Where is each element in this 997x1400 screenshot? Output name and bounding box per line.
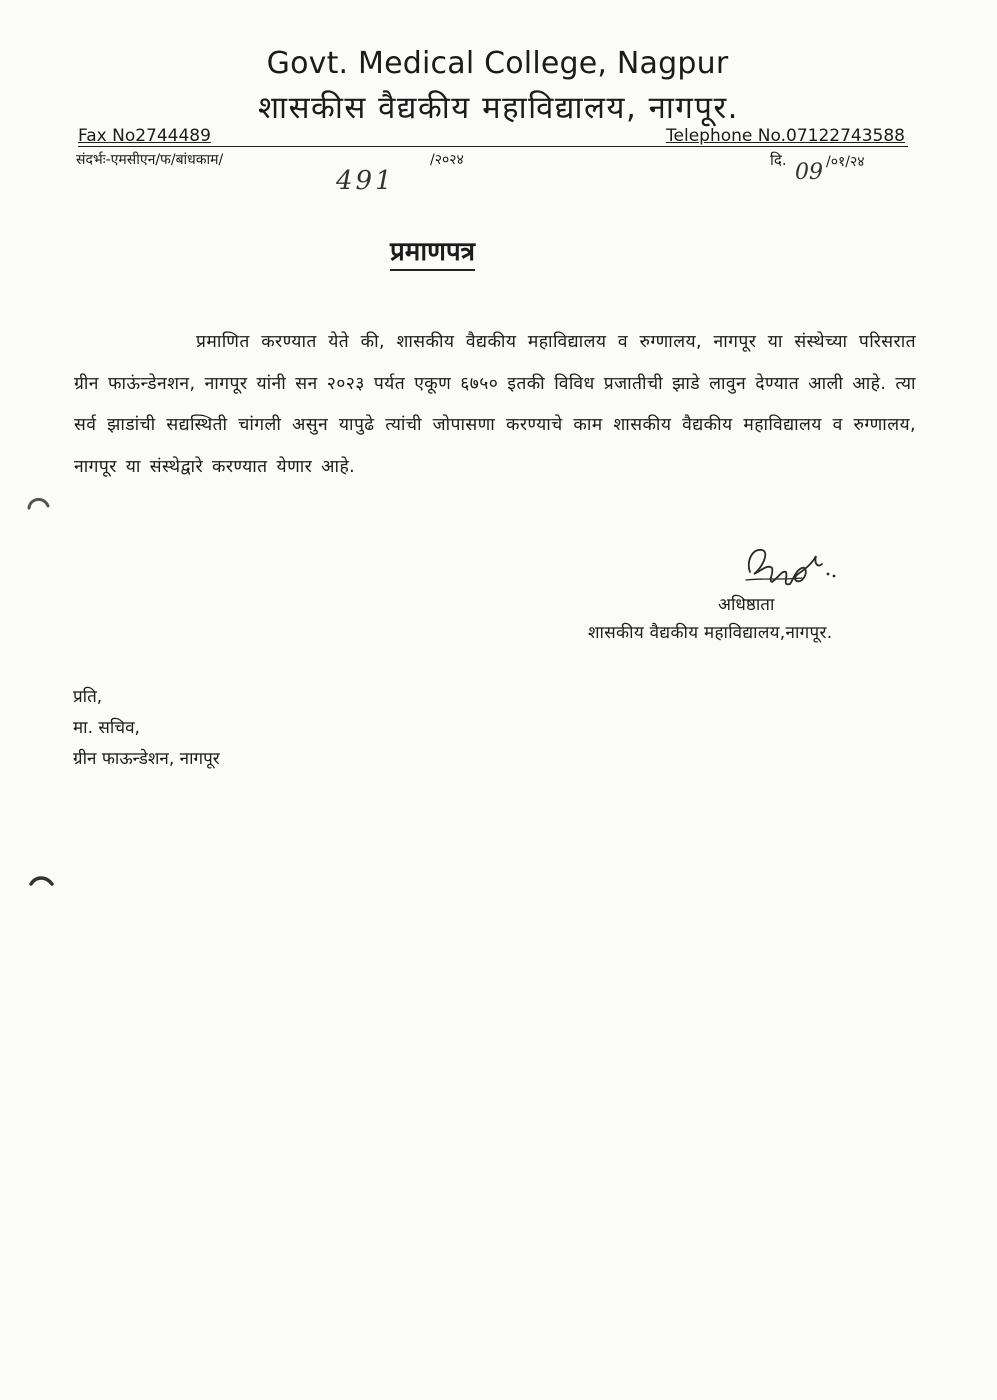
punch-hole-mark xyxy=(28,872,54,894)
date-day-handwritten: 09 xyxy=(795,160,823,185)
date-label: दि. xyxy=(770,151,787,169)
college-name-english: Govt. Medical College, Nagpur xyxy=(266,46,729,81)
signatory-designation: अधिष्ठाता xyxy=(718,595,775,615)
recipient-address xyxy=(73,682,220,775)
punch-hole-mark xyxy=(26,494,52,516)
recipient-line-1: प्रति, xyxy=(73,687,103,707)
date-month-year: /०१/२४ xyxy=(826,154,865,170)
recipient-line-3: ग्रीन फाऊन्डेशन, नागपूर xyxy=(73,749,220,769)
heading-text: प्रमाणपत्र xyxy=(390,237,475,271)
telephone-number: Telephone No.07122743588 xyxy=(666,126,905,146)
document-heading xyxy=(0,232,931,268)
reference-prefix: संदर्भः-एमसीएन/फ/बांधकाम/ xyxy=(76,152,224,168)
recipient-line-2: मा. सचिव, xyxy=(73,718,140,738)
college-name-marathi: शासकीस वैद्यकीय महाविद्यालय, नागपूर. xyxy=(257,90,740,126)
signatory-organization: शासकीय वैद्यकीय महाविद्यालय,नागपूर. xyxy=(588,623,833,643)
reference-number-handwritten: 491 xyxy=(336,166,395,196)
fax-number: Fax No2744489 xyxy=(78,126,211,146)
letterhead-divider xyxy=(78,146,908,147)
certificate-body: प्रमाणित करण्यात येते की, शासकीय वैद्यकीय महाविद्यालय व रुग्णालय, नागपूर या संस्थेच्या परिसरात ग्रीन फाऊंन्डेनशन, नागपूर यांनी सन २०२३ पर्यत एकूण ६७५० इतकी विविध प्रजातीची झाडे लावुन देण्यात आली आहे. त्या सर्व झाडांची सद्यस्थिती चांगली असुन यापुढे त्यांची जोपासणा करण्याचे काम शासकीय वैद्यकीय महाविद्यालय व रुग्णालय, नागपूर या संस्थेद्वारे करण्यात येणार आहे. xyxy=(74,332,916,477)
reference-year: /२०२४ xyxy=(430,152,464,168)
